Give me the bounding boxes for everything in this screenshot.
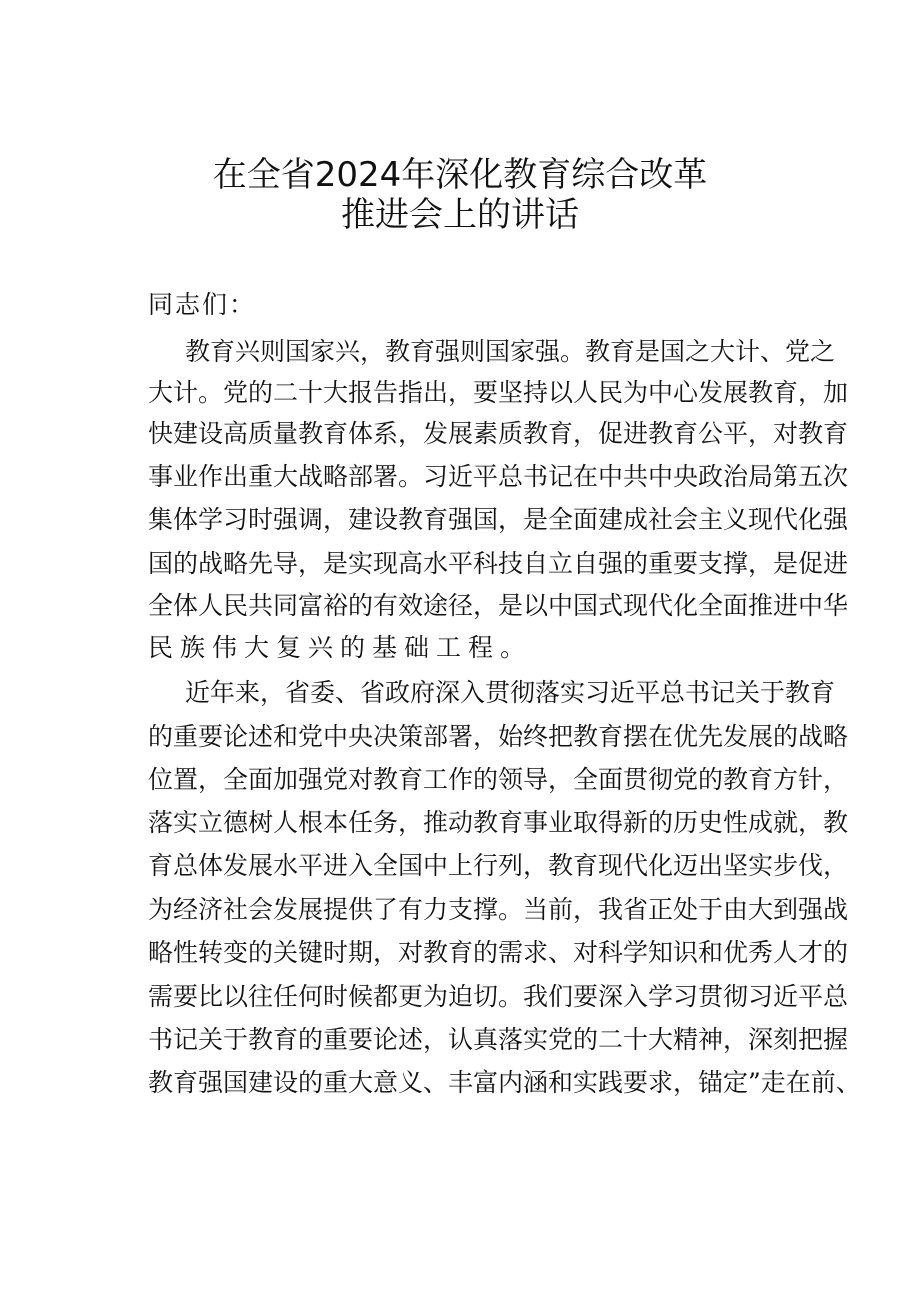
text-line: 位置，全面加强党对教育工作的领导，全面贯彻党的教育方针， [148,765,849,794]
text-line: 集体学习时强调，建设教育强国，是全面建成社会主义现代化强 [148,505,849,534]
text-line: 教育强国建设的重大意义、丰富内涵和实践要求，锚定”走在前、 [148,1068,861,1097]
text-line: 国的战略先导，是实现高水平科技自立自强的重要支撑，是促进 [148,549,849,578]
text-line: 需要比以往任何时候都更为迫切。我们要深入学习贯彻习近平总 [148,982,849,1011]
text-line: 近年来，省委、省政府深入贯彻落实习近平总书记关于教育 [185,678,836,707]
text-line: 快建设高质量教育体系，发展素质教育，促进教育公平，对教育 [148,419,849,448]
text-line: 民族伟大复兴的基础工程。 [148,633,533,662]
salutation: 同志们： [148,290,257,319]
title-line-1: 在全省2024年深化教育综合改革 [212,155,708,195]
text-line: 大计。党的二十大报告指出，要坚持以人民为中心发展教育，加 [148,378,849,407]
title-line-2: 推进会上的讲话 [341,195,579,235]
text-line: 略性转变的关键时期，对教育的需求、对科学知识和优秀人才的 [148,938,849,967]
text-line: 书记关于教育的重要论述，认真落实党的二十大精神，深刻把握 [148,1025,849,1054]
text-line: 为经济社会发展提供了有力支撑。当前，我省正处于由大到强战 [148,895,849,924]
text-line: 教育兴则国家兴，教育强则国家强。教育是国之大计、党之 [185,337,836,366]
text-line: 的重要论述和党中央决策部署，始终把教育摆在优先发展的战略 [148,722,849,751]
text-line: 全体人民共同富裕的有效途径，是以中国式现代化全面推进中华 [148,591,849,620]
text-line: 事业作出重大战略部署。习近平总书记在中共中央政治局第五次 [148,462,849,491]
text-line: 落实立德树人根本任务，推动教育事业取得新的历史性成就，教 [148,808,849,837]
text-line: 育总体发展水平进入全国中上行列，教育现代化迈出坚实步伐， [148,851,849,880]
